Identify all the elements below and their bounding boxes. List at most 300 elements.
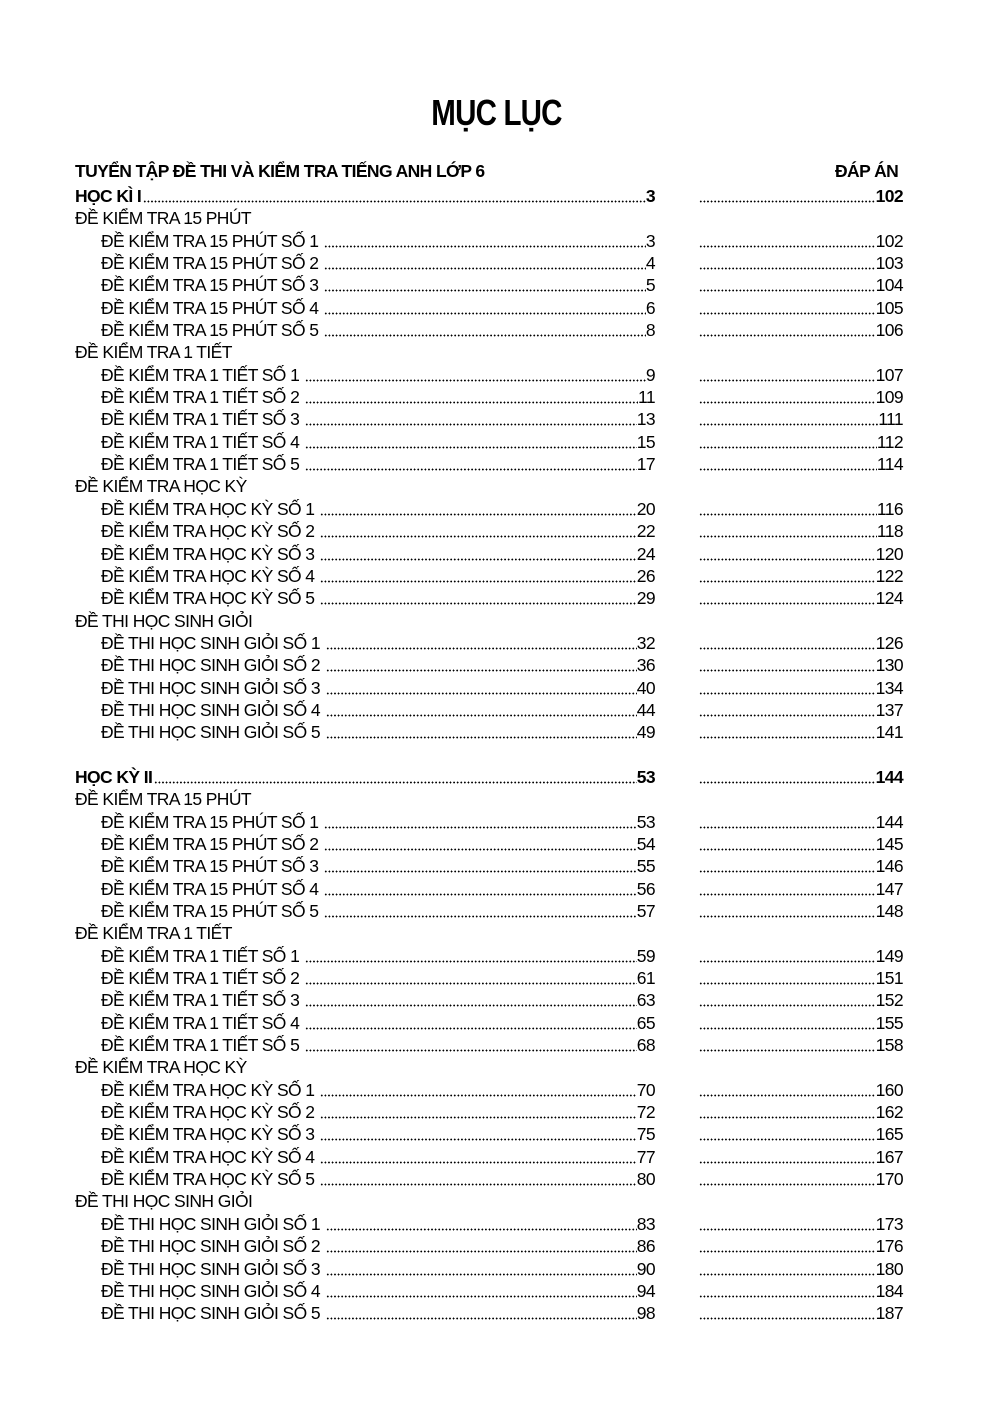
toc-item-row[interactable]: [75, 1079, 905, 1101]
answer-page-number: 173: [875, 1213, 903, 1234]
toc-entry[interactable]: [101, 587, 655, 609]
answer-page-number: 160: [875, 1079, 903, 1100]
answer-entry[interactable]: [699, 453, 903, 475]
dot-leader: [305, 1012, 637, 1034]
toc-item-row[interactable]: [75, 721, 905, 743]
toc-entry[interactable]: [101, 230, 655, 252]
answer-page-number: 187: [875, 1303, 903, 1324]
dot-leader: [326, 1280, 637, 1302]
dot-leader: [320, 587, 636, 609]
dot-leader: [324, 252, 645, 274]
dot-leader: [320, 543, 636, 565]
toc-item-row[interactable]: [75, 252, 905, 274]
toc-item-row[interactable]: [75, 1302, 905, 1324]
answer-entry[interactable]: [699, 1213, 903, 1235]
toc-item-row[interactable]: [75, 364, 905, 386]
answer-entry[interactable]: [699, 386, 903, 408]
toc-item-row[interactable]: [75, 1213, 905, 1235]
toc-group-row[interactable]: [75, 207, 905, 229]
dot-leader: [699, 811, 876, 833]
toc-item-row[interactable]: [75, 833, 905, 855]
toc-entry[interactable]: [101, 1235, 655, 1257]
answer-entry[interactable]: [699, 1079, 903, 1101]
toc-entry[interactable]: [101, 386, 655, 408]
answer-page-number: 158: [875, 1035, 903, 1056]
dot-leader: [699, 1280, 876, 1302]
toc-entry[interactable]: [101, 967, 655, 989]
answer-entry[interactable]: [699, 900, 903, 922]
page-number: 59: [636, 945, 655, 966]
answer-entry[interactable]: [699, 1302, 903, 1324]
entry-label: ĐỀ KIỂM TRA 1 TIẾT SỐ 5: [101, 454, 300, 475]
toc-item-row[interactable]: [75, 543, 905, 565]
answer-page-number: 152: [875, 990, 903, 1011]
answer-entry[interactable]: [699, 699, 903, 721]
answer-entry[interactable]: [699, 945, 903, 967]
dot-leader: [699, 989, 876, 1011]
toc-item-row[interactable]: [75, 230, 905, 252]
toc-entry[interactable]: [101, 453, 655, 475]
toc-item-row[interactable]: [75, 677, 905, 699]
entry-label: ĐỀ KIỂM TRA HỌC KỲ: [75, 476, 247, 497]
dot-leader: [699, 520, 877, 542]
page-number: 83: [636, 1213, 655, 1234]
entry-label: ĐỀ THI HỌC SINH GIỎI SỐ 4: [101, 1280, 321, 1301]
dot-leader: [699, 185, 876, 207]
answer-entry[interactable]: [699, 1012, 903, 1034]
toc-entry[interactable]: [101, 1101, 655, 1123]
answer-page-number: 151: [875, 968, 903, 989]
entry-label: ĐỀ KIỂM TRA 1 TIẾT SỐ 5: [101, 1035, 300, 1056]
answer-entry[interactable]: [699, 1034, 903, 1056]
page-number: 3: [645, 230, 655, 251]
dot-leader: [324, 274, 645, 296]
toc-entry[interactable]: [101, 565, 655, 587]
page-number: 90: [636, 1258, 655, 1279]
toc-group-row[interactable]: [75, 1190, 905, 1212]
toc-group-row[interactable]: [75, 922, 905, 944]
dot-leader: [320, 1101, 636, 1123]
dot-leader: [324, 855, 636, 877]
toc-item-row[interactable]: [75, 319, 905, 341]
answer-entry[interactable]: [699, 766, 903, 788]
dot-leader: [305, 1034, 637, 1056]
dot-leader: [324, 297, 645, 319]
answers-column-heading: ĐÁP ÁN: [835, 161, 899, 181]
toc-item-row[interactable]: [75, 654, 905, 676]
page-number: 86: [636, 1236, 655, 1257]
entry-label: ĐỀ KIỂM TRA 1 TIẾT SỐ 4: [101, 1012, 300, 1033]
toc-item-row[interactable]: [75, 274, 905, 296]
toc-item-row[interactable]: [75, 1280, 905, 1302]
answer-page-number: 126: [875, 632, 903, 653]
answer-page-number: 155: [875, 1012, 903, 1033]
toc-entry[interactable]: [101, 274, 655, 296]
toc-item-row[interactable]: [75, 520, 905, 542]
entry-label: ĐỀ KIỂM TRA 15 PHÚT SỐ 2: [101, 253, 319, 274]
dot-leader: [699, 252, 876, 274]
toc-entry[interactable]: [101, 1079, 655, 1101]
toc-group-row[interactable]: [75, 610, 905, 632]
toc-item-row[interactable]: [75, 1123, 905, 1145]
toc-entry[interactable]: [101, 900, 655, 922]
toc-entry[interactable]: [101, 811, 655, 833]
toc-group-row[interactable]: [75, 341, 905, 363]
entry-label: ĐỀ KIỂM TRA 15 PHÚT: [75, 789, 251, 810]
toc-semester-row[interactable]: [75, 185, 905, 207]
page-number: 94: [636, 1280, 655, 1301]
toc-item-row[interactable]: [75, 498, 905, 520]
toc-entry[interactable]: [101, 431, 655, 453]
answer-entry[interactable]: [699, 408, 903, 430]
toc-entry[interactable]: [101, 543, 655, 565]
toc-item-row[interactable]: [75, 699, 905, 721]
dot-leader: [699, 1213, 876, 1235]
dot-leader: [305, 431, 637, 453]
toc-entry[interactable]: [101, 408, 655, 430]
answer-page-number: 120: [875, 543, 903, 564]
toc-item-row[interactable]: [75, 967, 905, 989]
dot-leader: [326, 654, 637, 676]
answer-entry[interactable]: [699, 297, 903, 319]
entry-label: ĐỀ KIỂM TRA 15 PHÚT SỐ 3: [101, 856, 319, 877]
toc-entry[interactable]: [101, 1034, 655, 1056]
entry-label: ĐỀ KIỂM TRA 1 TIẾT SỐ 2: [101, 968, 300, 989]
toc-entry[interactable]: [75, 788, 655, 810]
answer-page-number: 147: [875, 878, 903, 899]
toc-item-row[interactable]: [75, 878, 905, 900]
answer-page-number: 104: [875, 275, 903, 296]
answer-page-number: 111: [878, 409, 903, 430]
dot-leader: [320, 565, 636, 587]
answer-entry[interactable]: [699, 252, 903, 274]
answer-page-number: 112: [876, 431, 903, 452]
answer-entry[interactable]: [699, 587, 903, 609]
entry-label: ĐỀ THI HỌC SINH GIỎI SỐ 1: [101, 632, 321, 653]
entry-label: ĐỀ KIỂM TRA 15 PHÚT SỐ 1: [101, 811, 319, 832]
answer-page-number: 122: [875, 565, 903, 586]
answer-entry[interactable]: [699, 230, 903, 252]
toc-entry[interactable]: [75, 922, 655, 944]
toc-item-row[interactable]: [75, 565, 905, 587]
dot-leader: [699, 274, 876, 296]
toc-item-row[interactable]: [75, 900, 905, 922]
toc-entry[interactable]: [101, 498, 655, 520]
answer-page-number: 107: [875, 364, 903, 385]
dot-leader: [320, 498, 636, 520]
toc-item-row[interactable]: [75, 945, 905, 967]
dot-leader: [699, 632, 876, 654]
page-number: 75: [636, 1124, 655, 1145]
page-number: 77: [636, 1146, 655, 1167]
answer-entry[interactable]: [699, 721, 903, 743]
page-number: 32: [636, 632, 655, 653]
toc-item-row[interactable]: [75, 1034, 905, 1056]
answer-entry[interactable]: [699, 185, 903, 207]
answer-page-number: 165: [875, 1124, 903, 1145]
toc-entry[interactable]: [101, 1258, 655, 1280]
toc-entry[interactable]: [75, 185, 655, 207]
entry-label: ĐỀ KIỂM TRA 15 PHÚT: [75, 208, 251, 229]
toc-item-row[interactable]: [75, 386, 905, 408]
toc-entry[interactable]: [101, 855, 655, 877]
answer-page-number: 146: [875, 856, 903, 877]
dot-leader: [699, 654, 876, 676]
dot-leader: [699, 766, 876, 788]
dot-leader: [699, 1079, 876, 1101]
page-number: 36: [636, 655, 655, 676]
dot-leader: [324, 230, 645, 252]
page-number: 29: [636, 588, 655, 609]
dot-leader: [699, 721, 876, 743]
answer-entry[interactable]: [699, 364, 903, 386]
toc-entry[interactable]: [75, 341, 655, 363]
entry-label: ĐỀ THI HỌC SINH GIỎI: [75, 1191, 253, 1212]
answer-page-number: 102: [875, 230, 903, 251]
toc-item-row[interactable]: [75, 855, 905, 877]
page-number: 13: [636, 409, 655, 430]
dot-leader: [326, 721, 637, 743]
answer-page-number: 124: [875, 588, 903, 609]
page-number: 3: [645, 186, 655, 206]
dot-leader: [305, 364, 646, 386]
toc-item-row[interactable]: [75, 1258, 905, 1280]
dot-leader: [699, 587, 876, 609]
answer-page-number: 144: [875, 811, 903, 832]
entry-label: ĐỀ THI HỌC SINH GIỎI SỐ 5: [101, 722, 321, 743]
dot-leader: [324, 833, 636, 855]
toc-item-row[interactable]: [75, 1168, 905, 1190]
toc-entry[interactable]: [101, 654, 655, 676]
entry-label: ĐỀ THI HỌC SINH GIỎI SỐ 5: [101, 1303, 321, 1324]
entry-label: ĐỀ KIỂM TRA 1 TIẾT SỐ 1: [101, 364, 300, 385]
toc-entry[interactable]: [75, 475, 655, 497]
toc-entry[interactable]: [101, 1123, 655, 1145]
answer-entry[interactable]: [699, 654, 903, 676]
answer-entry[interactable]: [699, 1146, 903, 1168]
answer-entry[interactable]: [699, 431, 903, 453]
page-number: 26: [636, 565, 655, 586]
toc-entry[interactable]: [75, 610, 655, 632]
dot-leader: [305, 453, 637, 475]
toc-entry[interactable]: [101, 1146, 655, 1168]
toc-entry[interactable]: [101, 945, 655, 967]
answer-page-number: 130: [875, 655, 903, 676]
dot-leader: [305, 386, 638, 408]
answer-page-number: 103: [875, 253, 903, 274]
toc-item-row[interactable]: [75, 453, 905, 475]
dot-leader: [699, 408, 878, 430]
page-number: 68: [636, 1035, 655, 1056]
toc-entry[interactable]: [101, 252, 655, 274]
page-number: 24: [636, 543, 655, 564]
toc-item-row[interactable]: [75, 297, 905, 319]
page-number: 55: [636, 856, 655, 877]
answer-entry[interactable]: [699, 878, 903, 900]
page-number: 98: [636, 1303, 655, 1324]
entry-label: ĐỀ KIỂM TRA HỌC KỲ SỐ 4: [101, 565, 315, 586]
dot-leader: [326, 1235, 637, 1257]
toc-item-row[interactable]: [75, 587, 905, 609]
entry-label: ĐỀ KIỂM TRA HỌC KỲ SỐ 3: [101, 543, 315, 564]
entry-label: ĐỀ KIỂM TRA 15 PHÚT SỐ 4: [101, 297, 319, 318]
toc-group-row[interactable]: [75, 475, 905, 497]
dot-leader: [699, 498, 877, 520]
dot-leader: [699, 1101, 876, 1123]
answer-page-number: 176: [875, 1236, 903, 1257]
dot-leader: [699, 1168, 876, 1190]
page-number: 56: [636, 878, 655, 899]
answer-entry[interactable]: [699, 1168, 903, 1190]
dot-leader: [320, 1123, 636, 1145]
toc-entry[interactable]: [101, 632, 655, 654]
page-number: 11: [638, 387, 655, 408]
answer-entry[interactable]: [699, 1258, 903, 1280]
answer-entry[interactable]: [699, 274, 903, 296]
entry-label: ĐỀ THI HỌC SINH GIỎI SỐ 4: [101, 699, 321, 720]
dot-leader: [326, 1258, 637, 1280]
toc-entry[interactable]: [101, 878, 655, 900]
answer-entry[interactable]: [699, 811, 903, 833]
toc-group-row[interactable]: [75, 788, 905, 810]
toc-entry[interactable]: [101, 1302, 655, 1324]
toc-item-row[interactable]: [75, 1101, 905, 1123]
dot-leader: [699, 833, 876, 855]
dot-leader: [699, 431, 877, 453]
entry-label: ĐỀ KIỂM TRA HỌC KỲ SỐ 5: [101, 1169, 315, 1190]
answer-page-number: 180: [875, 1258, 903, 1279]
toc-entry[interactable]: [75, 766, 655, 788]
entry-label: HỌC KÌ I: [75, 186, 142, 206]
dot-leader: [326, 677, 637, 699]
dot-leader: [699, 565, 876, 587]
entry-label: ĐỀ KIỂM TRA 1 TIẾT: [75, 342, 232, 363]
entry-label: ĐỀ KIỂM TRA HỌC KỲ SỐ 1: [101, 498, 315, 519]
toc-item-row[interactable]: [75, 1235, 905, 1257]
entry-label: ĐỀ KIỂM TRA 1 TIẾT SỐ 3: [101, 990, 300, 1011]
answer-page-number: 137: [875, 699, 903, 720]
dot-leader: [699, 677, 876, 699]
toc-entry[interactable]: [101, 721, 655, 743]
toc-entry[interactable]: [101, 1213, 655, 1235]
dot-leader: [699, 453, 877, 475]
answer-entry[interactable]: [699, 1123, 903, 1145]
toc-item-row[interactable]: [75, 1012, 905, 1034]
toc-item-row[interactable]: [75, 408, 905, 430]
page-number: 70: [636, 1079, 655, 1100]
answer-entry[interactable]: [699, 989, 903, 1011]
toc-entry[interactable]: [101, 319, 655, 341]
table-of-contents: [75, 185, 905, 1325]
page-number: 63: [636, 990, 655, 1011]
page-number: 44: [636, 699, 655, 720]
answer-entry[interactable]: [699, 319, 903, 341]
answer-page-number: 162: [875, 1102, 903, 1123]
book-title: TUYỂN TẬP ĐỀ THI VÀ KIỂM TRA TIẾNG ANH LỚP 6: [75, 161, 485, 181]
toc-item-row[interactable]: [75, 989, 905, 1011]
answer-entry[interactable]: [699, 677, 903, 699]
toc-entry[interactable]: [75, 1056, 655, 1078]
answer-page-number: 109: [875, 387, 903, 408]
answer-entry[interactable]: [699, 1280, 903, 1302]
answer-entry[interactable]: [699, 520, 903, 542]
entry-label: HỌC KỲ II: [75, 766, 153, 787]
answer-entry[interactable]: [699, 1101, 903, 1123]
toc-entry[interactable]: [101, 989, 655, 1011]
entry-label: ĐỀ KIỂM TRA HỌC KỲ: [75, 1057, 247, 1078]
dot-leader: [154, 766, 636, 788]
entry-label: ĐỀ KIỂM TRA HỌC KỲ SỐ 4: [101, 1146, 315, 1167]
entry-label: ĐỀ KIỂM TRA 15 PHÚT SỐ 5: [101, 320, 319, 341]
toc-item-row[interactable]: [75, 811, 905, 833]
toc-entry[interactable]: [101, 520, 655, 542]
answer-entry[interactable]: [699, 565, 903, 587]
dot-leader: [699, 1012, 876, 1034]
answer-entry[interactable]: [699, 855, 903, 877]
toc-entry[interactable]: [75, 1190, 655, 1212]
toc-entry[interactable]: [101, 699, 655, 721]
toc-entry[interactable]: [101, 297, 655, 319]
page-number: 17: [636, 454, 655, 475]
toc-entry[interactable]: [101, 1168, 655, 1190]
dot-leader: [699, 297, 876, 319]
answer-page-number: 149: [875, 945, 903, 966]
answer-page-number: 105: [875, 297, 903, 318]
page-number: 53: [636, 766, 655, 787]
spacer: [75, 744, 905, 766]
toc-item-row[interactable]: [75, 632, 905, 654]
page-number: 80: [636, 1169, 655, 1190]
answer-entry[interactable]: [699, 543, 903, 565]
entry-label: ĐỀ THI HỌC SINH GIỎI: [75, 610, 253, 631]
answer-page-number: 118: [876, 521, 903, 542]
page-number: 22: [636, 521, 655, 542]
answer-entry[interactable]: [699, 967, 903, 989]
toc-entry[interactable]: [101, 364, 655, 386]
answer-page-number: 144: [875, 766, 903, 787]
page-number: 72: [636, 1102, 655, 1123]
dot-leader: [699, 1123, 876, 1145]
answer-entry[interactable]: [699, 833, 903, 855]
dot-leader: [699, 1146, 876, 1168]
dot-leader: [699, 878, 876, 900]
dot-leader: [699, 1258, 876, 1280]
toc-entry[interactable]: [101, 1012, 655, 1034]
dot-leader: [326, 1213, 637, 1235]
toc-entry[interactable]: [101, 833, 655, 855]
dot-leader: [326, 632, 637, 654]
answer-entry[interactable]: [699, 1235, 903, 1257]
toc-group-row[interactable]: [75, 1056, 905, 1078]
toc-semester-row[interactable]: [75, 766, 905, 788]
answer-page-number: 167: [875, 1146, 903, 1167]
entry-label: ĐỀ THI HỌC SINH GIỎI SỐ 1: [101, 1213, 321, 1234]
toc-entry[interactable]: [101, 1280, 655, 1302]
toc-entry[interactable]: [101, 677, 655, 699]
entry-label: ĐỀ KIỂM TRA HỌC KỲ SỐ 1: [101, 1079, 315, 1100]
toc-item-row[interactable]: [75, 1146, 905, 1168]
answer-entry[interactable]: [699, 632, 903, 654]
toc-entry[interactable]: [75, 207, 655, 229]
dot-leader: [305, 408, 637, 430]
answer-entry[interactable]: [699, 498, 903, 520]
toc-item-row[interactable]: [75, 431, 905, 453]
dot-leader: [324, 811, 636, 833]
entry-label: ĐỀ KIỂM TRA HỌC KỲ SỐ 5: [101, 588, 315, 609]
dot-leader: [699, 1302, 876, 1324]
entry-label: ĐỀ THI HỌC SINH GIỎI SỐ 3: [101, 1258, 321, 1279]
dot-leader: [324, 319, 645, 341]
